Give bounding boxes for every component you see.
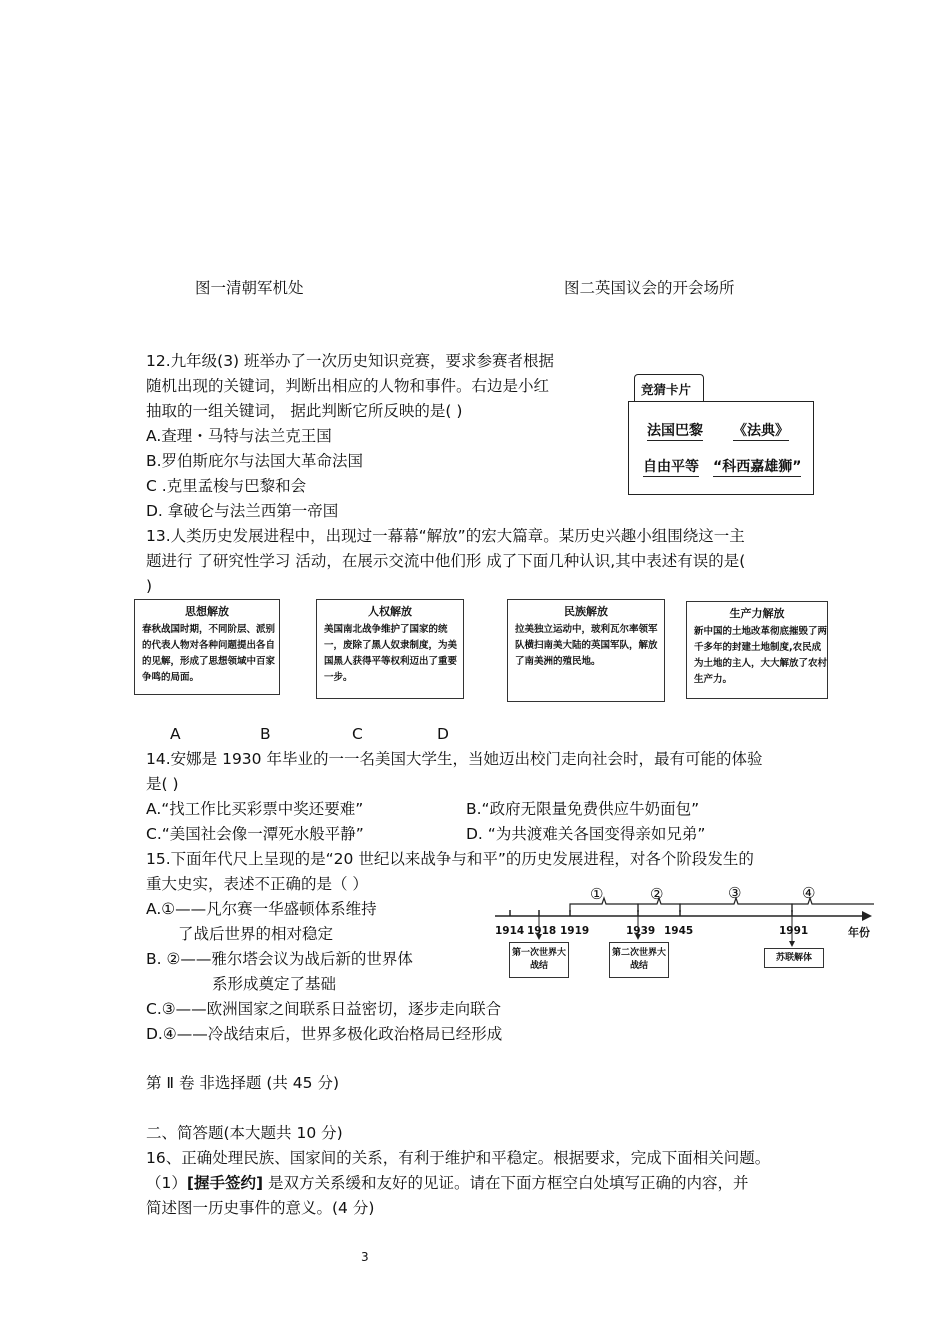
q13-box-d [686,601,828,699]
keyword-code: 《法典》 [733,420,789,441]
q16-sub-prefix: （1） [146,1174,187,1192]
figure-2-caption: 图二英国议会的开会场所 [564,279,735,297]
q13-label-b: B [260,725,271,743]
page-number: 3 [361,1250,369,1264]
q13-box-a-title: 思想解放 [185,605,229,618]
stage-4-label: ④ [802,884,816,902]
year-1945: 1945 [664,925,694,937]
q15-option-c: C.③——欧洲国家之间联系日益密切，逐步走向联合 [146,1000,502,1018]
q12-line-3: 抽取的一组关键词， 据此判断它所反映的是( ) [146,402,463,420]
q13-line-2: 题进行 了研究性学习 活动，在展示交流中他们形 成了下面几种认识,其中表述有误的是( [146,552,746,570]
section-2-title: 二、简答题(本大题共 10 分) [146,1124,343,1142]
q12-line-1: 12.九年级(3) 班举办了一次历史知识竞赛，要求参赛者根据 [146,352,555,370]
year-1914: 1914 [495,925,525,937]
q15-line-1: 15.下面年代尺上呈现的是“20 世纪以来战争与和平”的历史发展进程，对各个阶段发生的 [146,850,754,868]
stage-1-label: ① [590,885,604,903]
section-2-header: 第 Ⅱ 卷 非选择题 (共 45 分) [146,1074,340,1092]
q13-line-1: 13.人类历史发展进程中，出现过一幕幕“解放”的宏大篇章。某历史兴趣小组围绕这一主 [146,527,745,545]
guess-card-body [628,401,814,495]
axis-label-year: 年份 [848,926,870,939]
q15-line-2: 重大史实，表述不正确的是（ ） [146,875,368,893]
q13-box-a [134,599,280,695]
q14-option-a: A.“找工作比买彩票中奖还要难” [146,800,364,818]
q13-box-b-body: 美国南北战争维护了国家的统一，废除了黑人奴隶制度，为美国黑人获得平等权利迈出了重要一步。 [324,624,458,683]
guess-card-tab [634,374,704,402]
q13-label-c: C [352,725,363,743]
q16-sub-1 [146,1171,748,1196]
q16-sub-bold: [握手签约] [186,1174,264,1192]
q15-option-b-cont: 系形成奠定了基础 [212,975,337,993]
q12-option-b: B.罗伯斯庇尔与法国大革命法国 [146,452,364,470]
q14-option-b: B.“政府无限量免费供应牛奶面包” [466,800,700,818]
stage-3-label: ③ [728,884,742,902]
q13-box-b-title: 人权解放 [368,605,412,618]
q13-line-3: ) [146,577,153,595]
q13-box-d-title: 生产力解放 [729,607,785,620]
q12-line-2: 随机出现的关键词，判断出相应的人物和事件。右边是小红 [146,377,550,395]
q12-option-a: A.查理・马特与法兰克王国 [146,427,332,445]
q13-label-a: A [170,725,181,743]
q16-sub-rest: 是双方关系缓和友好的见证。请在下面方框空白处填写正确的内容，并 [263,1174,749,1192]
q14-option-d: D. “为共渡难关各国变得亲如兄弟” [466,825,706,843]
q15-option-b: B. ②——雅尔塔会议为战后新的世界体 [146,950,413,968]
event-box-ww1: 第一次世界大战结 [509,942,569,978]
q14-option-c: C.“美国社会像一潭死水般平静” [146,825,364,843]
q14-line-2: 是( ) [146,775,179,793]
keyword-paris: 法国巴黎 [647,420,703,441]
q13-box-c-body: 拉美独立运动中，玻利瓦尔率领军队横扫南美大陆的英国军队，解放了南美洲的殖民地。 [515,624,658,667]
q12-option-d: D. 拿破仑与法兰西第一帝国 [146,502,339,520]
q13-box-b [316,599,464,699]
q16-line-1: 16、正确处理民族、国家间的关系，有利于维护和平稳定。根据要求，完成下面相关问题。 [146,1149,771,1167]
year-1939: 1939 [626,925,656,937]
year-1919: 1919 [560,925,590,937]
year-1918: 1918 [527,925,557,937]
guess-card-tab-label: 竞猜卡片 [641,382,692,397]
keyword-corsican-lion: “科西嘉雄狮” [713,456,801,477]
figure-1-caption: 图一清朝军机处 [195,279,304,297]
q15-option-a: A.①——凡尔赛一华盛顿体系维持 [146,900,377,918]
event-box-ww2: 第二次世界大战结 [609,942,669,978]
year-1991: 1991 [779,925,809,937]
stage-2-label: ② [650,885,664,903]
timeline-arrowhead [862,911,872,921]
q15-option-a-cont: 了战后世界的相对稳定 [178,925,334,943]
q12-option-c: C .克里孟梭与巴黎和会 [146,477,307,495]
event-box-ussr: 苏联解体 [764,948,824,968]
q15-option-d: D.④——冷战结束后，世界多极化政治格局已经形成 [146,1025,503,1043]
q13-label-d: D [437,725,449,743]
q13-box-d-body: 新中国的土地改革彻底摧毁了两千多年的封建土地制度,农民成为土地的主人，大大解放了农村生产力。 [694,626,828,685]
keyword-liberty: 自由平等 [643,456,699,477]
q14-line-1: 14.安娜是 1930 年毕业的一一名美国大学生，当她迈出校门走向社会时，最有可能的体验 [146,750,763,768]
q13-box-c-title: 民族解放 [564,605,608,618]
event-3-arrowhead [789,941,795,947]
q16-sub-1-line-2: 简述图一历史事件的意义。(4 分) [146,1199,375,1217]
q13-box-a-body: 春秋战国时期，不同阶层、派别的代表人物对各种问题提出各自的见解，形成了思想领域中百家争鸣的局面。 [142,624,276,683]
brace-1 [570,898,638,912]
q13-box-c [507,599,665,702]
